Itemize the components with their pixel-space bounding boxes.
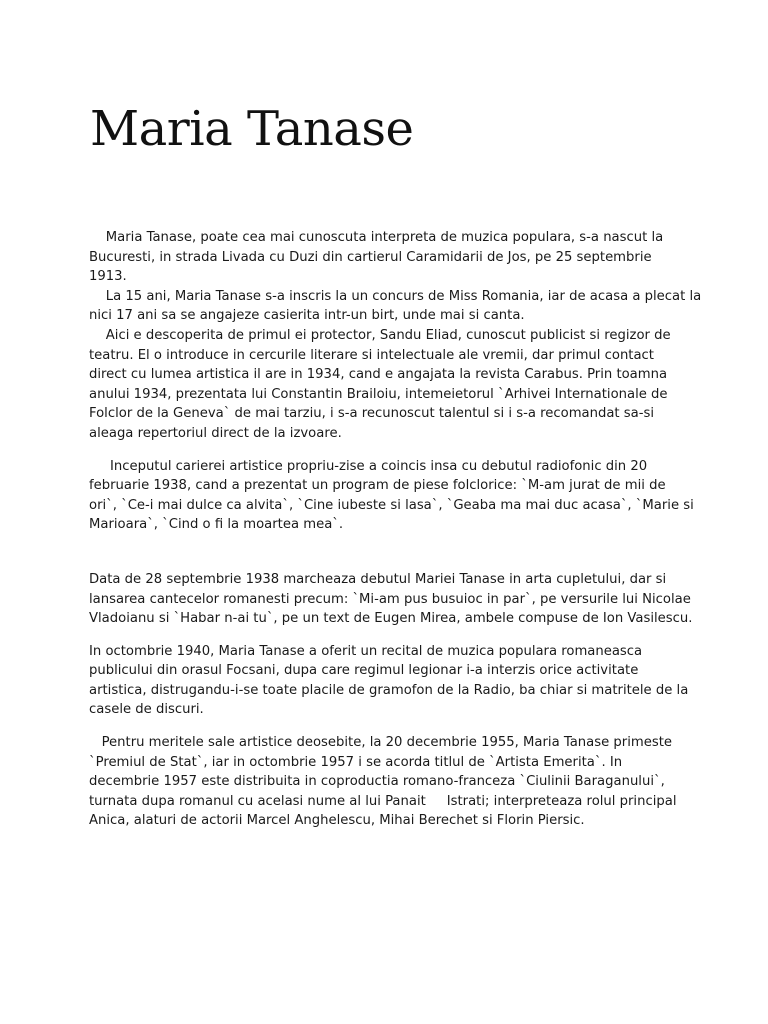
text-line: publicului din orasul Focsani, dupa care regimul legionar i-a interzis orice activitate [89, 663, 639, 679]
text-line: Folclor de la Geneva` de mai tarziu, i s-a recunoscut talentul si i s-a recomandat sa-si [89, 406, 655, 422]
text-line: aleaga repertoriul direct de la izvoare. [89, 425, 342, 441]
paragraph-spacing [89, 629, 714, 642]
text-line: Data de 28 septembrie 1938 marcheaza debutul Mariei Tanase in arta cupletului, dar si [89, 571, 667, 587]
text-line: februarie 1938, cand a prezentat un program de piese folclorice: `M-am jurat de mii de [89, 478, 666, 494]
paragraph-spacing [89, 535, 714, 570]
text-line: Vladoianu si `Habar n-ai tu`, pe un text de Eugen Mirea, ambele compuse de Ion Vasilescu. [89, 611, 693, 627]
text-line: lansarea cantecelor romanesti precum: `Mi-am pus busuioc in par`, pe versurile lui Nicolae [89, 591, 691, 607]
text-line: casele de discuri. [89, 702, 204, 718]
text-line: La 15 ani, Maria Tanase s-a inscris la un concurs de Miss Romania, iar de acasa a plecat la [89, 288, 702, 304]
text-line: `Premiul de Stat`, iar in octombrie 1957 i se acorda titlul de `Artista Emerita`. In [89, 754, 623, 770]
paragraph-spacing [89, 444, 714, 457]
text-line: teatru. El o introduce in cercurile literare si intelectuale ale vremii, dar primul contact [89, 347, 654, 363]
text-line: ori`, `Ce-i mai dulce ca alvita`, `Cine iubeste si lasa`, `Geaba ma mai duc acasa`, `Marie si [89, 497, 694, 513]
paragraph-spacing [89, 720, 714, 733]
text-line: Maria Tanase, poate cea mai cunoscuta interpreta de muzica populara, s-a nascut la [89, 230, 664, 245]
text-line: direct cu lumea artistica il are in 1934, cand e angajata la revista Carabus. Prin toamna [89, 367, 668, 383]
document-body [89, 228, 714, 831]
text-line: Aici e descoperita de primul ei protector, Sandu Eliad, cunoscut publicist si regizor de [89, 327, 671, 343]
document-title: Maria Tanase [90, 101, 414, 157]
text-line: 1913. [89, 269, 127, 285]
text-line: turnata dupa romanul cu acelasi nume al lui Panait Istrati; interpreteaza rolul principal [89, 793, 677, 809]
paragraph-career-start [89, 457, 714, 535]
paragraph-cuplet-debut [89, 570, 714, 629]
text-line: In octombrie 1940, Maria Tanase a oferit un recital de muzica populara romaneasca [89, 643, 643, 659]
paragraph-focsani-recital [89, 642, 714, 720]
text-line: Marioara`, `Cind o fi la moartea mea`. [89, 517, 344, 533]
text-line: decembrie 1957 este distribuita in coproductia romano-franceza `Ciulinii Baraganului`, [89, 774, 665, 790]
text-line: Inceputul carierei artistice propriu-zise a coincis insa cu debutul radiofonic din 20 [89, 458, 648, 474]
text-line: artistica, distrugandu-i-se toate placile de gramofon de la Radio, ba chiar si matritele de la [89, 682, 689, 698]
paragraph-awards-film [89, 733, 714, 831]
text-line: anului 1934, prezentata lui Constantin Brailoiu, intemeietorul `Arhivei Internationale de [89, 386, 668, 402]
paragraph-early-life [89, 228, 714, 444]
text-line: Pentru meritele sale artistice deosebite, la 20 decembrie 1955, Maria Tanase primeste [89, 735, 672, 751]
text-line: nici 17 ani sa se angajeze casierita intr-un birt, unde mai si canta. [89, 308, 525, 324]
text-line: Anica, alaturi de actorii Marcel Anghelescu, Mihai Berechet si Florin Piersic. [89, 813, 585, 829]
text-line: Bucuresti, in strada Livada cu Duzi din cartierul Caramidarii de Jos, pe 25 septembrie [89, 249, 652, 265]
